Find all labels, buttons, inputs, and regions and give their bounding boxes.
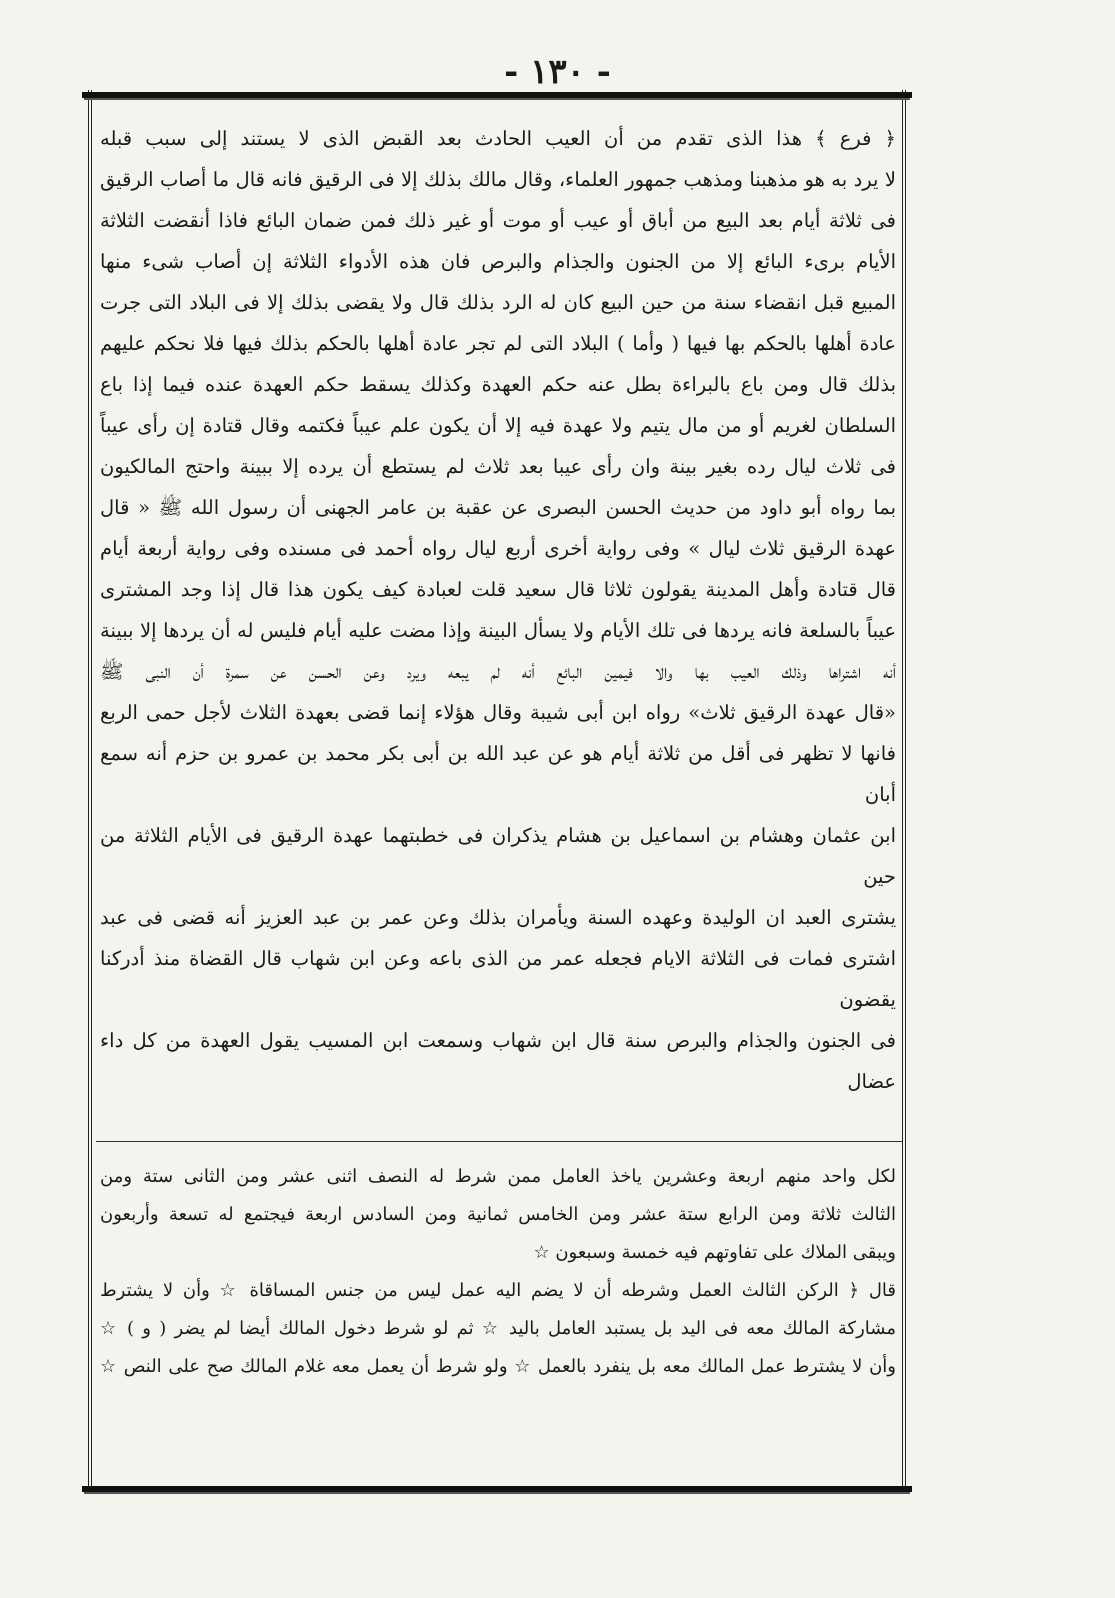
main-line: ابن عثمان وهشام بن اسماعيل بن هشام يذكران فى خطبتهما عهدة الرقيق فى الأيام الثلاثة من حين: [100, 824, 896, 888]
page-number: - ١٣٠ -: [504, 52, 611, 92]
main-line: بذلك قال ومن باع بالبراءة بطل عنه حكم العهدة وكذلك يسقط حكم العهدة عنده فيما إذا باع: [100, 373, 896, 396]
main-line: عادة أهلها بالحكم بها فيها ( وأما ) البلاد التى لم تجر عادة أهلها بالحكم بذلك فيها فلا نحكم عليهم: [100, 332, 896, 355]
main-line: «قال عهدة الرقيق ثلاث» رواه ابن أبى شيبة وقال هؤلاء إنما قضى بعهدة الثلاث لأجل حمى الربع: [100, 701, 896, 724]
main-line: فى الجنون والجذام والبرص سنة قال ابن شهاب وسمعت ابن المسيب يقول العهدة من كل داء عضال: [100, 1029, 896, 1093]
main-line: يشترى العبد ان الوليدة وعهده السنة ويأمران بذلك وعن عمر بن عبد العزيز أنه قضى فى عبد: [100, 906, 896, 929]
main-line: السلطان لغريم أو من مال يتيم ولا عهدة فيه إلا أن يكون علم عيباً فكتمه وقال قتادة إن رأى عيباً: [100, 414, 896, 437]
top-rule: [82, 92, 912, 98]
footnote-line: مشاركة المالك معه فى اليد بل يستبد العامل باليد ☆ ثم لو شرط دخول المالك أيضا لم يضر ( و ) ☆: [100, 1318, 896, 1339]
main-line: عيباً بالسلعة فانه يردها فى تلك الأيام ولا يسأل البينة وإذا مضت عليه أيام فليس له أن يردها إلا ببينة: [100, 619, 896, 642]
main-line: فى ثلاث ليال رده بغير بينة وان رأى عيبا بعد ثلاث لم يستطع أن يرده إلا ببينة واحتج المالكيون: [100, 455, 896, 478]
footnote-line: قال ﴿ الركن الثالث العمل وشرطه أن لا يضم اليه عمل ليس من جنس المساقاة ☆ وأن لا يشترط: [100, 1280, 896, 1301]
main-line: اشترى فمات فى الثلاثة الايام فجعله عمر من الذى باعه وعن ابن شهاب قال القضاة منذ أدركنا يقضون: [100, 947, 896, 1011]
main-line: لا يرد به هو مذهبنا ومذهب جمهور العلماء، وقال مالك بذلك إلا فى الرقيق فانه قال ما أصاب الرقيق: [100, 168, 896, 191]
main-line: فى ثلاثة أيام بعد البيع من أباق أو عيب أو موت أو غير ذلك فمن ضمان البائع فاذا أنقضت الثلاثة: [100, 209, 896, 232]
main-line: أنه اشتراها وذلك العيب بها والا فيمين البائع أنه لم يبعه ويرد وعن الحسن عن سمرة أن النبى ﷺ: [100, 660, 896, 683]
main-text-block: [100, 118, 896, 1102]
footnote-line: وأن لا يشترط عمل المالك معه بل ينفرد بالعمل ☆ ولو شرط أن يعمل معه غلام المالك صح على النص ☆: [100, 1356, 896, 1377]
footnote-line: لكل واحد منهم اربعة وعشرين ياخذ العامل ممن شرط له النصف اثنى عشر ومن الثانى ستة ومن: [100, 1166, 896, 1187]
footnote-line: ويبقى الملاك على تفاوتهم فيه خمسة وسبعون ☆: [533, 1242, 896, 1263]
main-line: فانها لا تظهر فى أقل من ثلاثة أيام هو عن عبد الله بن أبى بكر محمد بن عمرو بن حزم أنه سمع أبان: [100, 742, 896, 806]
footnote-line: الثالث ثلاثة ومن الرابع ستة عشر ومن الخامس ثمانية ومن السادس اربعة فيجتمع له تسعة وأربعون: [100, 1204, 896, 1225]
main-line: قال قتادة وأهل المدينة يقولون ثلاثا قال سعيد قلت لعبادة كيف يكون هذا قال إذا وجد المشترى: [100, 578, 896, 601]
main-line: المبيع قبل انقضاء سنة من حين البيع كان له الرد بذلك قال ولا يقضى بذلك إلا فى البلاد التى جرت: [100, 291, 896, 314]
main-line: ﴿ فرع ﴾ هذا الذى تقدم من أن العيب الحادث بعد القبض الذى لا يستند إلى سبب قبله: [100, 127, 896, 150]
main-line: عهدة الرقيق ثلاث ليال » وفى رواية أخرى أربع ليال رواه أحمد فى مسنده وفى رواية أربعة أيام: [100, 537, 896, 560]
main-line: الأيام برىء البائع إلا من الجنون والجذام والبرص فان هذه الأدواء الثلاثة إن أصاب شىء منها: [100, 250, 896, 273]
main-line: بما رواه أبو داود من حديث الحسن البصرى عن عقبة بن عامر الجهنى أن رسول الله ﷺ « قال: [100, 496, 896, 519]
footnote-separator: [96, 1141, 902, 1142]
bottom-rule: [82, 1486, 912, 1492]
footnotes-block: [100, 1158, 896, 1386]
